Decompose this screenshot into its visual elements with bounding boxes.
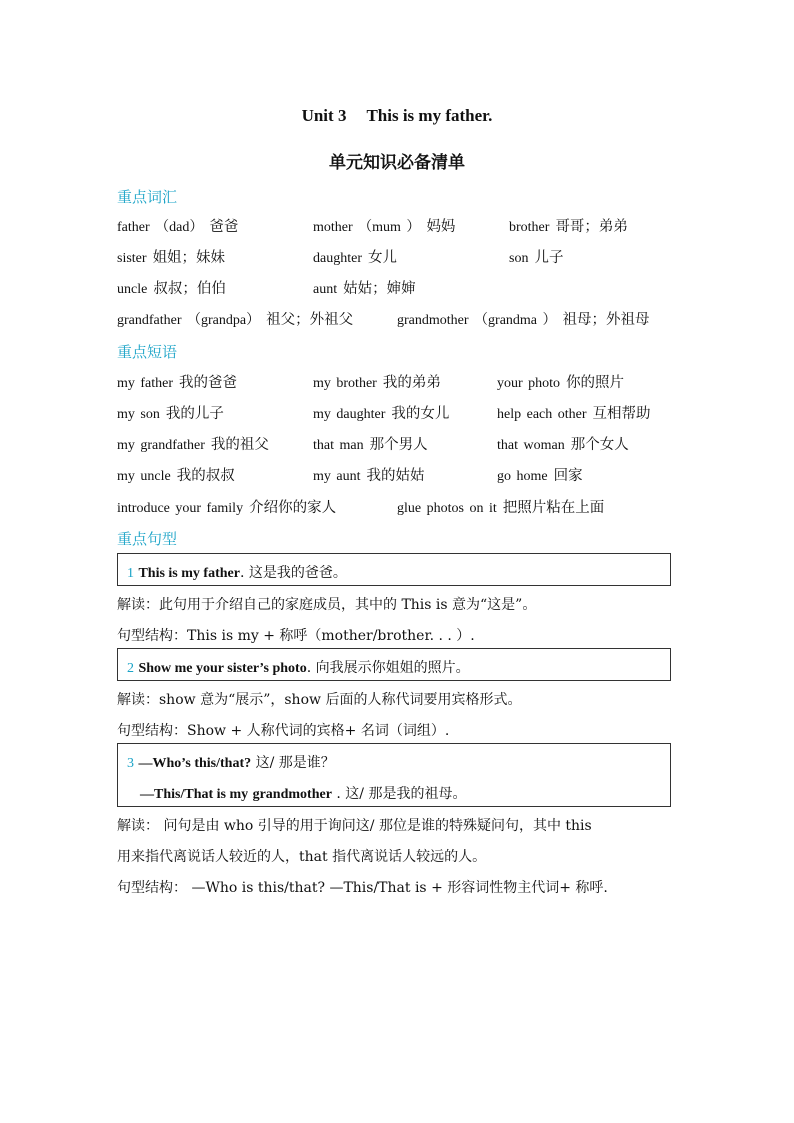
vocab-item: sister 姐姐；妹妹: [117, 250, 226, 266]
vocab-item: mother （mum ） 妈妈: [313, 219, 456, 235]
vocab-item: aunt 姑姑；婶婶: [313, 281, 416, 297]
phrase-item: my aunt 我的姑姑: [313, 468, 425, 484]
section-heading-sentences: 重点句型: [117, 530, 178, 548]
vocab-item: daughter 女儿: [313, 250, 397, 266]
title-unit: Unit 3: [301, 106, 347, 125]
section-heading-vocab: 重点词汇: [117, 188, 178, 206]
phrase-row: [117, 465, 697, 487]
vocab-item: brother 哥哥；弟弟: [509, 219, 628, 235]
sentence-3-explanation-line2: 用来指代离说话人较近的人，that 指代离说话人较远的人。: [117, 849, 487, 865]
phrase-item: my uncle 我的叔叔: [117, 468, 235, 484]
vocab-row: [117, 216, 697, 238]
vocab-item: son 儿子: [509, 250, 564, 266]
sentence-3-answer: —This/That is my grandmother . 这/ 那是我的祖母。: [140, 786, 467, 802]
sentence-box-1: [117, 553, 671, 586]
vocab-row: [117, 247, 697, 269]
title-text: This is my father.: [366, 106, 493, 125]
vocab-item: uncle 叔叔；伯伯: [117, 281, 226, 297]
vocab-item: father （dad） 爸爸: [117, 219, 239, 235]
sentence-1: 1 This is my father. 这是我的爸爸。: [127, 565, 347, 581]
sentence-2-explanation: 解读：show 意为“展示”，show 后面的人称代词要用宾格形式。: [117, 692, 522, 708]
sentence-1-structure: 句型结构：This is my + 称呼（mother/brother. . . ）.: [117, 628, 475, 644]
phrase-item: my brother 我的弟弟: [313, 375, 441, 391]
sentence-2: 2 Show me your sister’s photo. 向我展示你姐姐的照片。: [127, 660, 470, 676]
section-heading-phrases: 重点短语: [117, 343, 178, 361]
sentence-box-2: [117, 648, 671, 681]
phrase-item: that man 那个男人: [313, 437, 428, 453]
vocab-row: [117, 309, 697, 331]
phrase-row: [117, 403, 697, 425]
phrase-row: [117, 372, 697, 394]
phrase-item: my father 我的爸爸: [117, 375, 238, 391]
vocab-item: grandfather （grandpa） 祖父；外祖父: [117, 312, 354, 328]
phrase-item: that woman 那个女人: [497, 437, 629, 453]
sentence-3-explanation-line1: 解读： 问句是由 who 引导的用于询问这/ 那位是谁的特殊疑问句，其中 this: [117, 818, 592, 834]
sentence-1-explanation: 解读：此句用于介绍自己的家庭成员，其中的 This is 意为“这是”。: [117, 597, 537, 613]
phrase-row: [117, 497, 697, 519]
sentence-2-structure: 句型结构：Show + 人称代词的宾格+ 名词（词组）.: [117, 723, 450, 739]
phrase-item: my grandfather 我的祖父: [117, 437, 269, 453]
phrase-item: help each other 互相帮助: [497, 406, 651, 422]
page-subtitle: 单元知识必备清单: [329, 153, 465, 173]
phrase-item: my daughter 我的女儿: [313, 406, 450, 422]
sentence-box-3: [117, 743, 671, 807]
phrase-item: my son 我的儿子: [117, 406, 224, 422]
page-title: [0, 106, 794, 126]
sentence-3-question: 3 —Who’s this/that? 这/ 那是谁？: [127, 755, 335, 771]
vocab-item: grandmother （grandma ） 祖母；外祖母: [397, 312, 650, 328]
phrase-row: [117, 434, 697, 456]
vocab-row: [117, 278, 697, 300]
phrase-item: your photo 你的照片: [497, 375, 625, 391]
phrase-item: go home 回家: [497, 468, 583, 484]
sentence-3-structure: 句型结构： —Who is this/that? —This/That is + 形容词性物主代词+ 称呼.: [117, 880, 608, 896]
phrase-item: glue photos on it 把照片粘在上面: [397, 500, 605, 516]
phrase-item: introduce your family 介绍你的家人: [117, 500, 337, 516]
